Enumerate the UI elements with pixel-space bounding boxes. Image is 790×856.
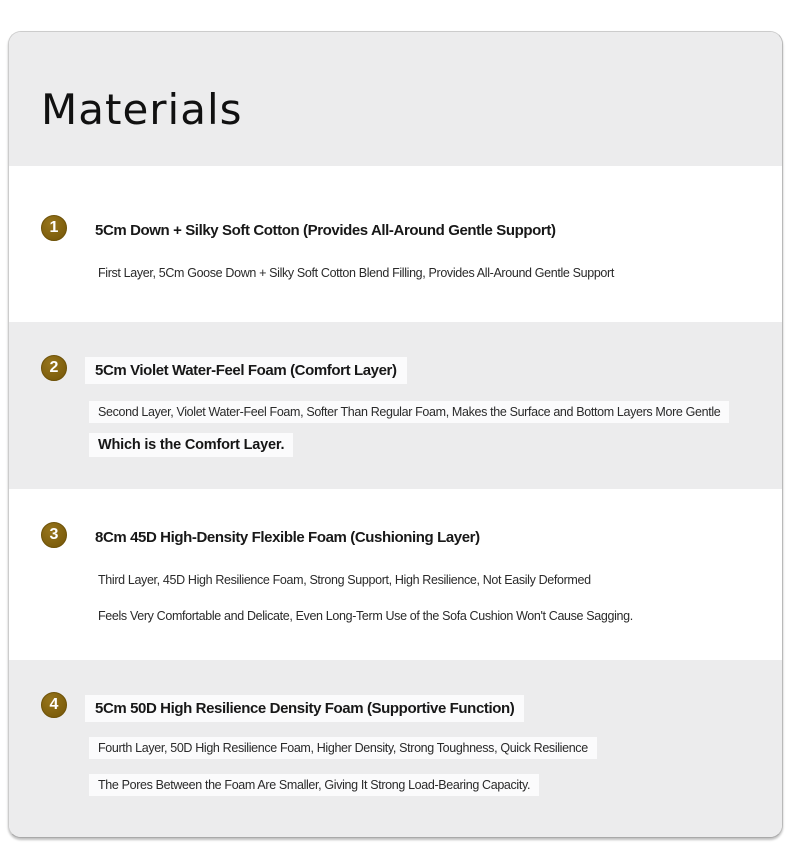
- layer-title-3: 8Cm 45D High-Density Flexible Foam (Cushioning Layer): [95, 529, 480, 546]
- layer-section-1: [9, 166, 782, 322]
- layer-description-3a: Third Layer, 45D High Resilience Foam, Strong Support, High Resilience, Not Easily Deformed: [98, 573, 591, 587]
- layer-description-4a: Fourth Layer, 50D High Resilience Foam, Higher Density, Strong Toughness, Quick Resilience: [89, 737, 597, 759]
- layer-section-3: [9, 489, 782, 660]
- layer-description-1a: First Layer, 5Cm Goose Down + Silky Soft Cotton Blend Filling, Provides All-Around Gentle Support: [98, 266, 614, 280]
- layer-description-2a: Second Layer, Violet Water-Feel Foam, Softer Than Regular Foam, Makes the Surface and Bottom Layers More Gentle: [89, 401, 729, 423]
- materials-card: [8, 31, 783, 838]
- layer-section-4: [9, 660, 782, 838]
- layer-description-4b: The Pores Between the Foam Are Smaller, Giving It Strong Load-Bearing Capacity.: [89, 774, 539, 796]
- materials-header: [9, 32, 782, 166]
- step-number-badge-3: 3: [41, 522, 67, 548]
- layer-title-1: 5Cm Down + Silky Soft Cotton (Provides All-Around Gentle Support): [95, 222, 556, 239]
- page-title: Materials: [41, 85, 243, 134]
- step-number-badge-4: 4: [41, 692, 67, 718]
- step-number-badge-2: 2: [41, 355, 67, 381]
- layer-description-3b: Feels Very Comfortable and Delicate, Even Long-Term Use of the Sofa Cushion Won't Cause Sagging.: [98, 609, 633, 623]
- layer-section-2: [9, 322, 782, 489]
- layer-title-2: 5Cm Violet Water-Feel Foam (Comfort Layer): [85, 357, 407, 384]
- layer-title-4: 5Cm 50D High Resilience Density Foam (Supportive Function): [85, 695, 524, 722]
- layer-description-2b: Which is the Comfort Layer.: [89, 433, 293, 457]
- step-number-badge-1: 1: [41, 215, 67, 241]
